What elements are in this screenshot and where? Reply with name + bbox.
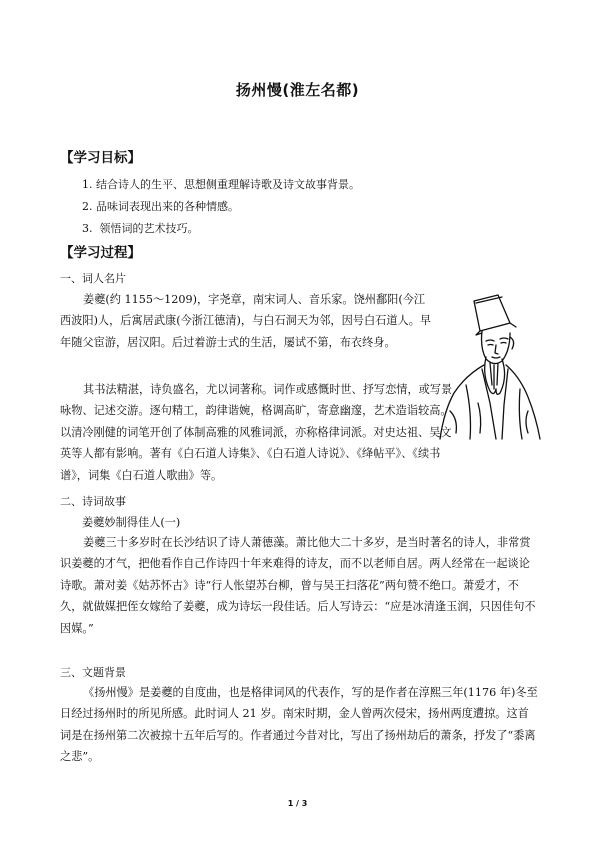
part3-title: 三、文题背景	[60, 666, 126, 679]
learning-goals-heading: 【学习目标】	[60, 150, 141, 166]
poet-intro-paragraph: 姜夔(约 1155～1209)，字尧章，南宋词人、音乐家。饶州鄱阳(今江西波阳)人，后寓居武康(今浙江德清)，与白石洞天为邻，因号白石道人。早年随父宦游，居汉阳。后过着游士式的生活，屡试不第，布衣终身。	[60, 293, 432, 349]
story-paragraph: 姜夔三十多岁时在长沙结识了诗人萧德藻。萧比他大二十多岁，是当时著名的诗人，非常赏识姜夔的才气，把他看作自己作诗四十年来难得的诗友，而不以老师自居。两人经常在一起谈论诗歌。萧对姜《姑苏怀古》诗“行人怅望苏台柳，曾与吴王扫落花”两句赞不绝口。萧爱才，不久，就做媒把侄女嫁给了姜夔，成为诗坛一段佳话。后人写诗云：“应是冰清逢玉润，只因佳句不因媒。”	[60, 536, 536, 635]
goal-item-3: 3. 领悟词的艺术技巧。	[82, 222, 199, 235]
background-paragraph: 《扬州慢》是姜夔的自度曲，也是格律词风的代表作，写的是作者在淳熙三年(1176 年)冬至日经过扬州时的所见所感。此时词人 21 岁。南宋时期，金人曾两次侵宋，扬州两度遭掠。这首词是在扬州第二次被掠十五年后写的。作者通过今昔对比，写出了扬州劫后的萧条，抒发了“黍离之悲”。	[60, 686, 538, 764]
learning-process-heading: 【学习过程】	[60, 245, 141, 261]
poet-portrait-icon	[436, 293, 544, 443]
page-title: 扬州慢(淮左名都)	[235, 81, 360, 99]
goal-item-1: 1. 结合诗人的生平、思想侧重理解诗歌及诗文故事背景。	[82, 178, 360, 191]
goal-item-2: 2. 品味词表现出来的各种情感。	[82, 200, 239, 213]
part2-title: 二、诗词故事	[60, 495, 126, 508]
page-number: 1 / 3	[287, 799, 308, 808]
poet-style-paragraph: 其书法精湛，诗负盛名，尤以词著称。词作或感慨时世、抒写恋情，或写景咏物、记述交游。逐句精工，韵律谐婉，格调高旷，寄意幽邃，艺术造诣较高。以清冷刚健的词笔开创了体制高雅的风雅词派，亦称格律词派。对史达祖、吴文英等人都有影响。著有《白石道人诗集》、《白石道人诗说》、《绛帖平》、《续书谱》，词集《白石道人歌曲》等。	[60, 383, 453, 482]
story-title: 姜夔妙制得佳人(一)	[82, 516, 181, 529]
part1-title: 一、词人名片	[60, 272, 126, 285]
